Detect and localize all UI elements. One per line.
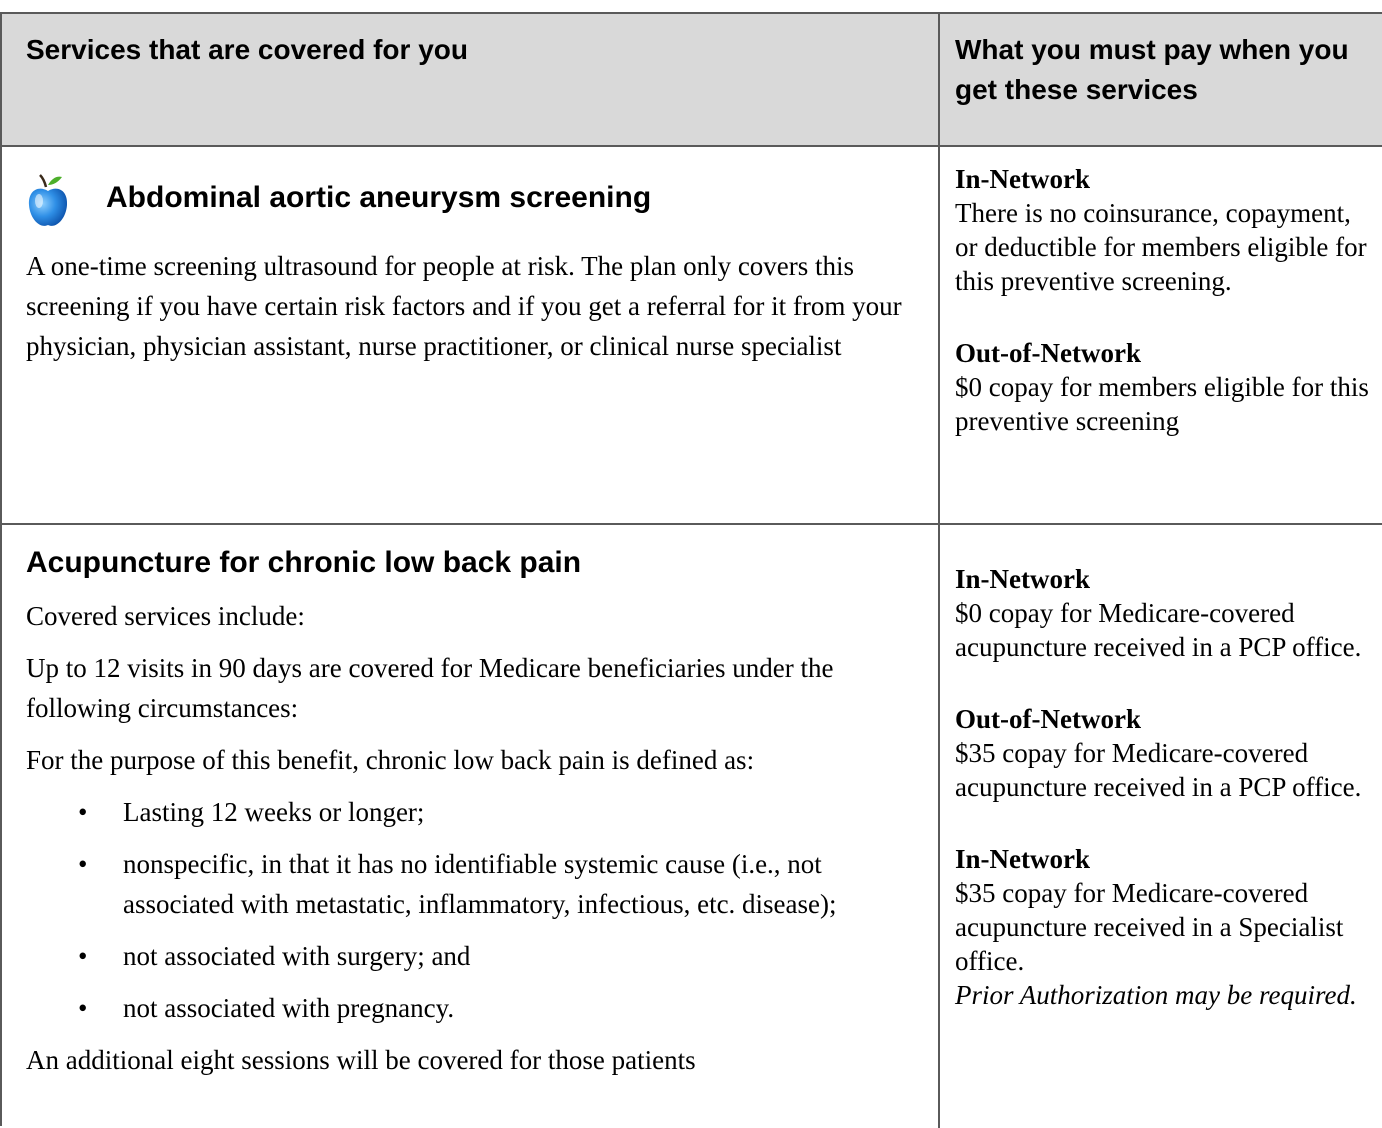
table-row [2,147,1382,525]
payment-text: $35 copay for Medicare-covered acupuncture received in a PCP office. [955,738,1362,802]
service-paragraph: For the purpose of this benefit, chronic low back pain is defined as: [26,745,755,775]
service-paragraph: An additional eight sessions will be covered for those patients [26,1045,696,1075]
list-item: • Lasting 12 weeks or longer; [78,797,425,827]
apple-icon [26,173,70,229]
payment-text: $0 copay for Medicare-covered acupuncture received in a PCP office. [955,598,1362,662]
service-paragraph: Covered services include: [26,601,305,631]
list-item: • nonspecific, in that it has no identifiable systemic cause (i.e., not associated with metastatic, inflammatory, infectious, etc. disease); [78,849,837,919]
service-title: Acupuncture for chronic low back pain [26,546,582,579]
payment-label: In-Network [955,564,1090,594]
list-item: • not associated with pregnancy. [78,993,455,1023]
list-item: • not associated with surgery; and [78,941,471,971]
service-title: Abdominal aortic aneurysm screening [106,181,652,214]
payment-label: Out-of-Network [955,338,1141,368]
benefits-table [0,12,1382,1126]
criteria-list [26,792,916,1028]
payment-text: There is no coinsurance, copayment, or deductible for members eligible for this preventive screening. [955,198,1367,296]
payment-info [955,562,1380,1012]
header-services: Services that are covered for you [26,34,468,65]
service-paragraph: Up to 12 visits in 90 days are covered for Medicare beneficiaries under the following circumstances: [26,653,834,723]
header-pay: What you must pay when you get these services [955,34,1349,105]
table-header [2,14,1382,147]
payment-label: Out-of-Network [955,704,1141,734]
service-description: A one-time screening ultrasound for people at risk. The plan only covers this screening if you have certain risk factors and if you get a referral for it from your physician, physician assistant, nurse practitioner, or clinical nurse specialist [26,251,902,361]
prior-authorization-note: Prior Authorization may be required. [955,980,1357,1010]
payment-info [955,162,1380,438]
payment-text: $35 copay for Medicare-covered acupuncture received in a Specialist office. [955,878,1344,976]
payment-label: In-Network [955,164,1090,194]
payment-text: $0 copay for members eligible for this preventive screening [955,372,1369,436]
payment-label: In-Network [955,844,1090,874]
column-divider [938,14,940,1128]
table-row [2,525,1382,1128]
